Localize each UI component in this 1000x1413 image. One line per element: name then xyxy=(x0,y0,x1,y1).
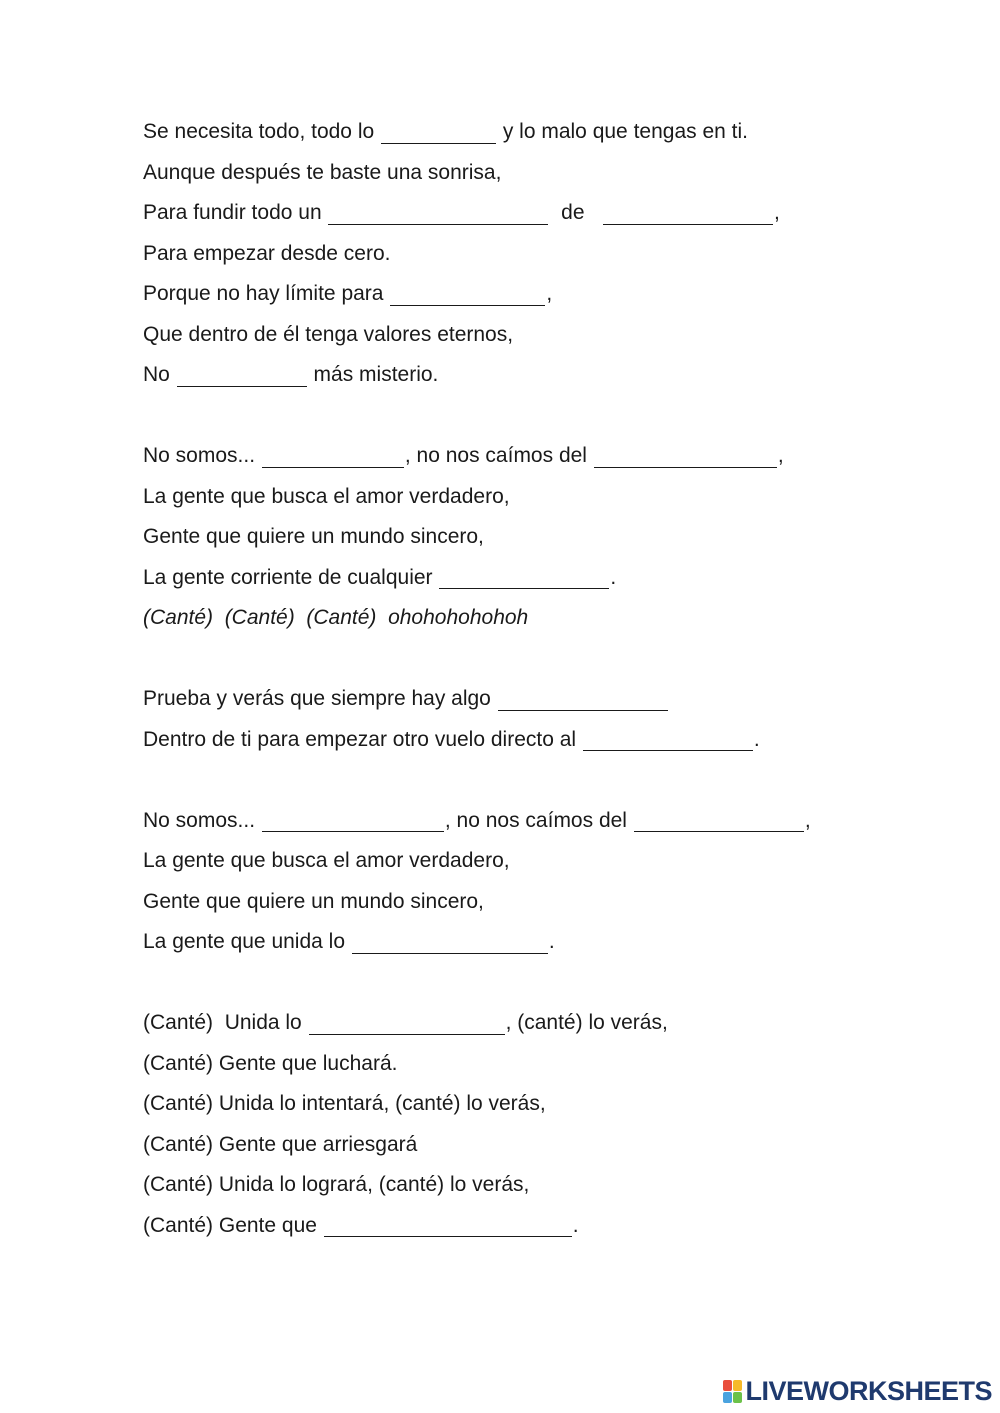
lyric-text: Porque no hay límite para xyxy=(143,282,390,305)
stanza-gap xyxy=(143,963,963,1004)
lyric-line xyxy=(143,193,963,234)
blank-answer-input-11[interactable] xyxy=(262,812,444,832)
lyric-line xyxy=(143,274,963,315)
lyric-line xyxy=(143,801,963,842)
lyric-text: Para empezar desde cero. xyxy=(143,241,391,265)
lyric-line xyxy=(143,720,963,761)
lyric-line xyxy=(143,679,963,720)
lyric-line xyxy=(143,153,963,194)
blank-answer-input-1[interactable] xyxy=(381,124,496,144)
lyric-line xyxy=(143,558,963,599)
lyric-line xyxy=(143,1125,963,1166)
lyric-text: . xyxy=(753,727,760,751)
lyric-text: La gente corriente de cualquier xyxy=(143,565,439,589)
blank-answer-input-3[interactable] xyxy=(603,205,773,225)
lyric-text: Aunque después te baste una sonrisa, xyxy=(143,160,502,184)
lyric-text: . xyxy=(610,565,617,589)
lyric-text: , xyxy=(774,201,780,224)
lyric-text: . xyxy=(572,1213,579,1237)
blank-answer-input-4[interactable] xyxy=(390,286,545,306)
blank-answer-input-2[interactable] xyxy=(328,205,548,225)
blank-answer-input-12[interactable] xyxy=(634,812,804,832)
blank-answer-input-7[interactable] xyxy=(594,448,777,468)
lyric-line xyxy=(143,1206,963,1247)
logo-mark-square xyxy=(733,1392,742,1403)
lyric-text: Gente que quiere un mundo sincero, xyxy=(143,889,484,913)
blank-answer-input-15[interactable] xyxy=(324,1217,572,1237)
lyric-text: No somos... xyxy=(143,444,261,467)
logo-mark-square xyxy=(723,1392,732,1403)
blank-answer-input-13[interactable] xyxy=(352,934,548,954)
lyric-line xyxy=(143,517,963,558)
lyric-text: (Canté) Unida lo xyxy=(143,1011,308,1034)
blank-answer-input-14[interactable] xyxy=(309,1015,505,1035)
lyric-text: (Canté) Gente que xyxy=(143,1213,323,1237)
blank-answer-input-9[interactable] xyxy=(498,691,668,711)
liveworksheets-logo xyxy=(723,1377,992,1405)
lyric-text: Que dentro de él tenga valores eternos, xyxy=(143,322,514,346)
blank-answer-input-10[interactable] xyxy=(583,731,753,751)
stanza-gap xyxy=(143,760,963,801)
lyric-text: Gente que quiere un mundo sincero, xyxy=(143,525,484,548)
lyric-line xyxy=(143,882,963,923)
lyric-line xyxy=(143,1165,963,1206)
lyric-text: (Canté) Unida lo logrará, (canté) lo verás, xyxy=(143,1173,530,1196)
lyric-text: (Canté) Gente que arriesgará xyxy=(143,1132,418,1156)
lyric-line xyxy=(143,315,963,356)
lyric-text: Para fundir todo un xyxy=(143,201,328,224)
lyric-line xyxy=(143,234,963,275)
stanza-gap xyxy=(143,396,963,437)
lyric-line xyxy=(143,598,963,639)
lyric-line xyxy=(143,841,963,882)
lyric-text: La gente que busca el amor verdadero, xyxy=(143,849,510,872)
lyric-text: (Canté) (Canté) (Canté) ohohohohohoh xyxy=(143,606,529,629)
lyric-text: , no nos caímos del xyxy=(444,808,633,832)
lyric-text: . xyxy=(548,930,555,953)
lyric-text: No xyxy=(143,363,176,386)
lyric-text: más misterio. xyxy=(307,363,439,386)
lyric-line xyxy=(143,1003,963,1044)
blank-answer-input-5[interactable] xyxy=(177,367,307,387)
lyric-line xyxy=(143,922,963,963)
lyric-line xyxy=(143,1044,963,1085)
lyric-line xyxy=(143,1084,963,1125)
logo-mark-square xyxy=(723,1380,732,1391)
lyric-line xyxy=(143,355,963,396)
lyric-text: Se necesita todo, todo lo xyxy=(143,120,380,143)
stanza-gap xyxy=(143,639,963,680)
logo-text: LIVEWORKSHEETS xyxy=(745,1375,992,1406)
lyric-text: La gente que busca el amor verdadero, xyxy=(143,484,510,508)
lyric-text: y lo malo que tengas en ti. xyxy=(497,120,748,143)
logo-mark-square xyxy=(733,1380,742,1391)
lyric-text: Prueba y verás que siempre hay algo xyxy=(143,687,497,710)
lyric-text: No somos... xyxy=(143,808,261,832)
lyric-text: , xyxy=(804,808,811,832)
lyric-text: La gente que unida lo xyxy=(143,930,351,953)
lyric-line xyxy=(143,436,963,477)
liveworksheets-logo-icon xyxy=(723,1380,742,1403)
lyric-text: de xyxy=(549,201,602,224)
lyric-text: , xyxy=(777,444,784,467)
blank-answer-input-8[interactable] xyxy=(439,569,609,589)
lyric-text: , no nos caímos del xyxy=(404,444,593,467)
lyric-line xyxy=(143,477,963,518)
lyric-text: , xyxy=(546,282,553,305)
lyric-text: (Canté) Gente que luchará. xyxy=(143,1051,398,1075)
lyric-text: Dentro de ti para empezar otro vuelo directo al xyxy=(143,727,582,751)
lyric-line xyxy=(143,112,963,153)
lyric-text: , (canté) lo verás, xyxy=(505,1011,668,1034)
lyric-text: (Canté) Unida lo intentará, (canté) lo verás, xyxy=(143,1092,546,1115)
worksheet-lyrics xyxy=(143,112,963,1246)
blank-answer-input-6[interactable] xyxy=(262,448,404,468)
